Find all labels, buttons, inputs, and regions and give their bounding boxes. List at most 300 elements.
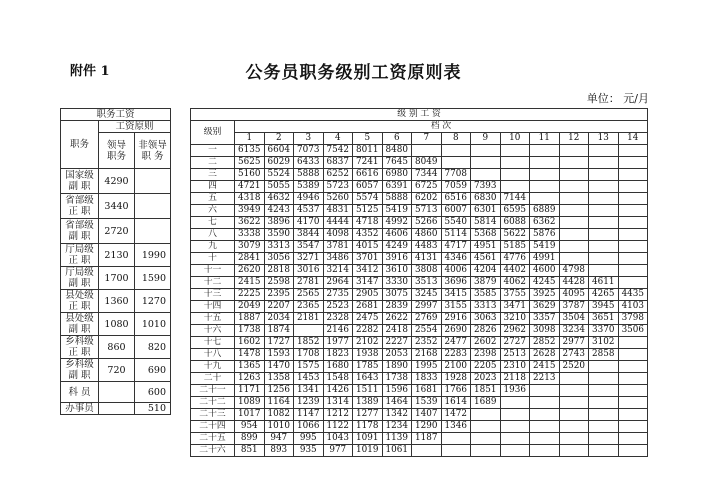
wage-value-cell: 2282	[353, 325, 383, 337]
wage-value-cell	[589, 181, 619, 193]
wage-value-cell: 3412	[353, 265, 383, 277]
wage-value-cell	[618, 145, 648, 157]
grade-row	[191, 217, 648, 229]
wage-value-cell: 2598	[264, 277, 294, 289]
wage-value-cell	[589, 385, 619, 397]
wage-value-cell	[412, 145, 442, 157]
wage-value-cell: 5814	[471, 217, 501, 229]
wage-value-cell: 2964	[323, 277, 353, 289]
wage-value-cell	[294, 325, 324, 337]
wage-value-cell: 5540	[441, 217, 471, 229]
wage-value-cell: 4249	[382, 241, 412, 253]
grade-row	[191, 409, 648, 421]
wage-value-cell	[618, 157, 648, 169]
wage-value-cell: 1407	[412, 409, 442, 421]
wage-value-cell: 4600	[530, 265, 560, 277]
position-cell: 乡科级 正 职	[61, 336, 99, 359]
wage-value-cell: 1511	[353, 385, 383, 397]
level-cell: 十九	[191, 361, 235, 373]
wage-value-cell: 3056	[264, 253, 294, 265]
leader-wage-cell: 720	[99, 359, 135, 382]
level-cell: 十五	[191, 313, 235, 325]
wage-value-cell: 1082	[264, 409, 294, 421]
level-cell: 九	[191, 241, 235, 253]
grade-row	[191, 385, 648, 397]
wage-value-cell: 3798	[618, 313, 648, 325]
wage-value-cell: 3755	[500, 289, 530, 301]
step-number-cell: 10	[500, 133, 530, 145]
grade-row	[191, 193, 648, 205]
step-number-cell: 11	[530, 133, 560, 145]
wage-value-cell	[589, 433, 619, 445]
level-column-header: 级别	[191, 121, 235, 145]
wage-value-cell: 4015	[353, 241, 383, 253]
wage-value-cell	[559, 433, 589, 445]
level-cell: 十	[191, 253, 235, 265]
wage-value-cell: 4098	[323, 229, 353, 241]
wage-value-cell: 1061	[382, 445, 412, 457]
grade-row	[191, 277, 648, 289]
wage-value-cell: 6252	[323, 169, 353, 181]
wage-value-cell: 1066	[294, 421, 324, 433]
wage-value-cell: 1539	[412, 397, 442, 409]
grade-row	[191, 445, 648, 457]
wage-value-cell: 2352	[412, 337, 442, 349]
level-cell: 十八	[191, 349, 235, 361]
wage-value-cell: 2168	[412, 349, 442, 361]
wage-value-cell: 1689	[471, 397, 501, 409]
wage-value-cell: 2477	[441, 337, 471, 349]
grade-wage-header: 级 别 工 资	[191, 109, 648, 121]
wage-value-cell: 4721	[235, 181, 265, 193]
wage-value-cell: 1290	[412, 421, 442, 433]
grade-row	[191, 421, 648, 433]
wage-value-cell: 4717	[441, 241, 471, 253]
step-number-cell: 6	[382, 133, 412, 145]
wage-value-cell: 4991	[530, 253, 560, 265]
wage-value-cell: 8011	[353, 145, 383, 157]
wage-value-cell: 1680	[323, 361, 353, 373]
wage-value-cell: 6830	[471, 193, 501, 205]
position-row	[61, 219, 171, 244]
wage-value-cell: 4204	[471, 265, 501, 277]
wage-value-cell: 1147	[294, 409, 324, 421]
position-row	[61, 382, 171, 403]
wage-value-cell: 1314	[323, 397, 353, 409]
wage-value-cell: 4428	[559, 277, 589, 289]
wage-value-cell: 1727	[264, 337, 294, 349]
wage-value-cell: 2034	[264, 313, 294, 325]
wage-value-cell: 3486	[323, 253, 353, 265]
wage-value-cell: 3313	[264, 241, 294, 253]
wage-value-cell	[618, 337, 648, 349]
wage-value-cell: 3651	[589, 313, 619, 325]
level-cell: 二十	[191, 373, 235, 385]
wage-value-cell: 2962	[500, 325, 530, 337]
wage-value-cell	[412, 445, 442, 457]
wage-value-cell: 3147	[353, 277, 383, 289]
wage-value-cell: 4265	[589, 289, 619, 301]
wage-value-cell: 2146	[323, 325, 353, 337]
wage-value-cell: 1139	[382, 433, 412, 445]
wage-value-cell	[589, 397, 619, 409]
attachment-label: 附件 1	[70, 64, 110, 79]
nonleader-wage-cell: 690	[135, 359, 171, 382]
wage-value-cell: 7344	[412, 169, 442, 181]
wage-value-cell: 6604	[264, 145, 294, 157]
wage-value-cell	[618, 265, 648, 277]
level-cell: 七	[191, 217, 235, 229]
step-number-cell: 4	[323, 133, 353, 145]
wage-value-cell	[589, 193, 619, 205]
position-cell: 国家级 副 职	[61, 169, 99, 194]
wage-value-cell: 2513	[500, 349, 530, 361]
wage-value-cell	[441, 433, 471, 445]
position-row	[61, 290, 171, 313]
wage-value-cell: 5723	[323, 181, 353, 193]
level-cell: 十六	[191, 325, 235, 337]
wage-value-cell: 7542	[323, 145, 353, 157]
nonleader-wage-cell	[135, 194, 171, 219]
wage-value-cell: 2622	[382, 313, 412, 325]
wage-value-cell: 3075	[382, 289, 412, 301]
grade-row	[191, 169, 648, 181]
position-cell: 乡科级 副 职	[61, 359, 99, 382]
wage-value-cell: 6088	[500, 217, 530, 229]
wage-value-cell: 3945	[589, 301, 619, 313]
position-cell: 县处级 副 职	[61, 313, 99, 336]
leader-wage-cell: 1080	[99, 313, 135, 336]
wage-value-cell: 4444	[323, 217, 353, 229]
leader-wage-cell	[99, 382, 135, 403]
grade-row	[191, 229, 648, 241]
wage-value-cell: 1738	[235, 325, 265, 337]
level-cell: 四	[191, 181, 235, 193]
wage-value-cell: 2283	[441, 349, 471, 361]
wage-value-cell: 2839	[382, 301, 412, 313]
position-row	[61, 244, 171, 267]
grade-row	[191, 325, 648, 337]
nonleader-wage-cell: 1010	[135, 313, 171, 336]
wage-value-cell: 947	[264, 433, 294, 445]
grade-row	[191, 433, 648, 445]
wage-value-cell: 3896	[264, 217, 294, 229]
wage-value-cell: 4352	[353, 229, 383, 241]
wage-value-cell	[559, 169, 589, 181]
wage-value-cell: 1478	[235, 349, 265, 361]
wage-value-cell: 899	[235, 433, 265, 445]
wage-value-cell: 6889	[530, 205, 560, 217]
level-cell: 六	[191, 205, 235, 217]
wage-value-cell: 4537	[294, 205, 324, 217]
leader-wage-cell	[99, 403, 135, 415]
wage-value-cell	[530, 397, 560, 409]
level-cell: 二十四	[191, 421, 235, 433]
wage-value-cell: 851	[235, 445, 265, 457]
wage-value-cell: 1936	[500, 385, 530, 397]
wage-value-cell: 1122	[323, 421, 353, 433]
wage-value-cell: 5160	[235, 169, 265, 181]
wage-value-cell: 4831	[323, 205, 353, 217]
grade-row	[191, 265, 648, 277]
wage-value-cell: 2977	[559, 337, 589, 349]
wage-value-cell: 3313	[471, 301, 501, 313]
wage-value-cell: 2227	[382, 337, 412, 349]
wage-value-cell: 4718	[353, 217, 383, 229]
grade-row	[191, 361, 648, 373]
step-number-cell: 12	[559, 133, 589, 145]
wage-value-cell: 1766	[441, 385, 471, 397]
wage-value-cell: 1164	[264, 397, 294, 409]
step-number-cell: 1	[235, 133, 265, 145]
wage-value-cell: 1470	[264, 361, 294, 373]
wage-value-cell: 2523	[323, 301, 353, 313]
wage-value-cell	[441, 157, 471, 169]
wage-value-cell: 1043	[323, 433, 353, 445]
wage-value-cell	[530, 169, 560, 181]
wage-value-cell: 3547	[294, 241, 324, 253]
wage-value-cell: 1453	[294, 373, 324, 385]
wage-value-cell: 2852	[530, 337, 560, 349]
position-cell: 省部级 副 职	[61, 219, 99, 244]
wage-value-cell: 3879	[471, 277, 501, 289]
wage-value-cell: 4483	[412, 241, 442, 253]
level-cell: 十二	[191, 277, 235, 289]
wage-value-cell: 2841	[235, 253, 265, 265]
wage-value-cell	[589, 361, 619, 373]
wage-value-cell: 1575	[294, 361, 324, 373]
wage-value-cell	[500, 409, 530, 421]
level-cell: 二十五	[191, 433, 235, 445]
wage-value-cell	[500, 445, 530, 457]
wage-value-cell: 5574	[353, 193, 383, 205]
wage-value-cell: 3471	[500, 301, 530, 313]
wage-value-cell: 1212	[323, 409, 353, 421]
nonleader-wage-cell: 1990	[135, 244, 171, 267]
wage-value-cell: 2826	[471, 325, 501, 337]
leader-wage-cell: 2130	[99, 244, 135, 267]
wage-value-cell	[500, 157, 530, 169]
wage-value-cell: 3338	[235, 229, 265, 241]
wage-value-cell	[618, 445, 648, 457]
nonleader-wage-cell: 600	[135, 382, 171, 403]
grade-row	[191, 397, 648, 409]
wage-value-cell: 1341	[294, 385, 324, 397]
step-number-cell: 2	[264, 133, 294, 145]
wage-value-cell: 1596	[382, 385, 412, 397]
wage-value-cell: 3234	[559, 325, 589, 337]
level-cell: 二	[191, 157, 235, 169]
wage-value-cell: 3370	[589, 325, 619, 337]
level-cell: 十三	[191, 289, 235, 301]
wage-value-cell	[618, 373, 648, 385]
wage-value-cell: 1346	[441, 421, 471, 433]
wage-value-cell: 1938	[353, 349, 383, 361]
wage-value-cell: 2207	[264, 301, 294, 313]
wage-value-cell: 4318	[235, 193, 265, 205]
level-cell: 十七	[191, 337, 235, 349]
wage-value-cell: 6391	[382, 181, 412, 193]
position-cell: 县处级 正 职	[61, 290, 99, 313]
grade-row	[191, 205, 648, 217]
wage-value-cell: 1234	[382, 421, 412, 433]
wage-value-cell: 1643	[353, 373, 383, 385]
wage-value-cell: 7059	[441, 181, 471, 193]
wage-value-cell: 8480	[382, 145, 412, 157]
wage-value-cell: 4435	[618, 289, 648, 301]
wage-value-cell: 1977	[323, 337, 353, 349]
wage-value-cell: 3844	[294, 229, 324, 241]
wage-value-cell: 2100	[441, 361, 471, 373]
nonleader-wage-cell: 510	[135, 403, 171, 415]
position-cell: 省部级 正 职	[61, 194, 99, 219]
wage-value-cell	[559, 373, 589, 385]
wage-value-cell	[559, 445, 589, 457]
wage-value-cell: 4346	[441, 253, 471, 265]
wage-value-cell	[618, 397, 648, 409]
wage-value-cell: 1187	[412, 433, 442, 445]
wage-value-cell	[618, 217, 648, 229]
wage-value-cell: 2727	[500, 337, 530, 349]
nonleader-wage-cell	[135, 219, 171, 244]
wage-value-cell	[589, 265, 619, 277]
wage-value-cell: 4170	[294, 217, 324, 229]
wage-value-cell	[589, 373, 619, 385]
wage-value-cell: 1426	[323, 385, 353, 397]
wage-value-cell	[530, 145, 560, 157]
wage-value-cell: 6057	[353, 181, 383, 193]
wage-value-cell: 1091	[353, 433, 383, 445]
wage-value-cell: 6980	[382, 169, 412, 181]
wage-value-cell: 1089	[235, 397, 265, 409]
step-number-cell: 14	[618, 133, 648, 145]
grade-row	[191, 373, 648, 385]
grade-row	[191, 181, 648, 193]
wage-standard-header: 工资原则	[99, 121, 171, 133]
wage-value-cell: 1342	[382, 409, 412, 421]
wage-value-cell	[559, 181, 589, 193]
wage-value-cell: 3016	[294, 265, 324, 277]
wage-value-cell: 6301	[471, 205, 501, 217]
wage-value-cell: 3808	[412, 265, 442, 277]
wage-value-cell	[618, 385, 648, 397]
wage-value-cell: 1365	[235, 361, 265, 373]
wage-value-cell: 1681	[412, 385, 442, 397]
wage-value-cell: 1239	[294, 397, 324, 409]
wage-value-cell: 7645	[382, 157, 412, 169]
wage-value-cell: 3415	[441, 289, 471, 301]
wage-value-cell: 5266	[412, 217, 442, 229]
grade-row	[191, 157, 648, 169]
wage-value-cell: 2418	[382, 325, 412, 337]
wage-value-cell	[559, 409, 589, 421]
wage-value-cell: 2858	[589, 349, 619, 361]
wage-value-cell	[441, 145, 471, 157]
wage-value-cell: 6362	[530, 217, 560, 229]
wage-value-cell: 4632	[264, 193, 294, 205]
wage-value-cell: 6837	[323, 157, 353, 169]
wage-value-cell	[618, 349, 648, 361]
wage-value-cell	[559, 205, 589, 217]
wage-value-cell: 2049	[235, 301, 265, 313]
wage-value-cell	[618, 205, 648, 217]
wage-value-cell: 3098	[530, 325, 560, 337]
wage-value-cell: 8049	[412, 157, 442, 169]
step-header: 档 次	[235, 121, 648, 133]
wage-value-cell: 1010	[264, 421, 294, 433]
grade-wage-table	[190, 108, 648, 457]
wage-value-cell: 4860	[412, 229, 442, 241]
wage-value-cell: 2628	[530, 349, 560, 361]
wage-value-cell	[559, 157, 589, 169]
wage-value-cell	[559, 397, 589, 409]
grade-row	[191, 349, 648, 361]
wage-value-cell	[471, 409, 501, 421]
wage-value-cell: 4561	[471, 253, 501, 265]
wage-value-cell: 3629	[530, 301, 560, 313]
wage-value-cell: 2818	[264, 265, 294, 277]
wage-value-cell: 4776	[500, 253, 530, 265]
level-cell: 五	[191, 193, 235, 205]
wage-value-cell	[530, 181, 560, 193]
wage-value-cell: 3330	[382, 277, 412, 289]
wage-value-cell	[500, 433, 530, 445]
level-cell: 一	[191, 145, 235, 157]
position-row	[61, 169, 171, 194]
wage-value-cell: 6007	[441, 205, 471, 217]
wage-value-cell: 4946	[294, 193, 324, 205]
wage-value-cell: 2475	[353, 313, 383, 325]
wage-value-cell	[559, 217, 589, 229]
wage-value-cell: 5524	[264, 169, 294, 181]
wage-value-cell	[559, 145, 589, 157]
wage-value-cell: 2781	[294, 277, 324, 289]
unit-label: 单位： 元/月	[586, 92, 649, 105]
position-cell: 厅局级 正 职	[61, 244, 99, 267]
level-cell: 三	[191, 169, 235, 181]
wage-value-cell: 995	[294, 433, 324, 445]
wage-value-cell: 1708	[294, 349, 324, 361]
wage-value-cell: 5185	[500, 241, 530, 253]
wage-value-cell	[618, 241, 648, 253]
grade-row	[191, 313, 648, 325]
wage-value-cell	[589, 145, 619, 157]
wage-value-cell: 5114	[441, 229, 471, 241]
wage-value-cell: 1887	[235, 313, 265, 325]
step-number-cell: 3	[294, 133, 324, 145]
leader-wage-cell: 860	[99, 336, 135, 359]
wage-value-cell: 6616	[353, 169, 383, 181]
position-wage-header: 职务工资	[61, 109, 171, 121]
wage-value-cell: 3102	[589, 337, 619, 349]
wage-value-cell: 3271	[294, 253, 324, 265]
wage-value-cell: 2554	[412, 325, 442, 337]
wage-value-cell: 1738	[382, 373, 412, 385]
wage-value-cell: 2743	[559, 349, 589, 361]
position-column-header: 职务	[61, 121, 99, 169]
wage-value-cell: 2916	[441, 313, 471, 325]
leader-wage-cell: 1700	[99, 267, 135, 290]
wage-value-cell: 2328	[323, 313, 353, 325]
wage-value-cell: 2023	[471, 373, 501, 385]
wage-value-cell	[559, 241, 589, 253]
wage-value-cell	[500, 145, 530, 157]
wage-value-cell: 1358	[264, 373, 294, 385]
wage-value-cell: 6595	[500, 205, 530, 217]
wage-value-cell: 2310	[500, 361, 530, 373]
level-cell: 八	[191, 229, 235, 241]
wage-value-cell	[471, 157, 501, 169]
